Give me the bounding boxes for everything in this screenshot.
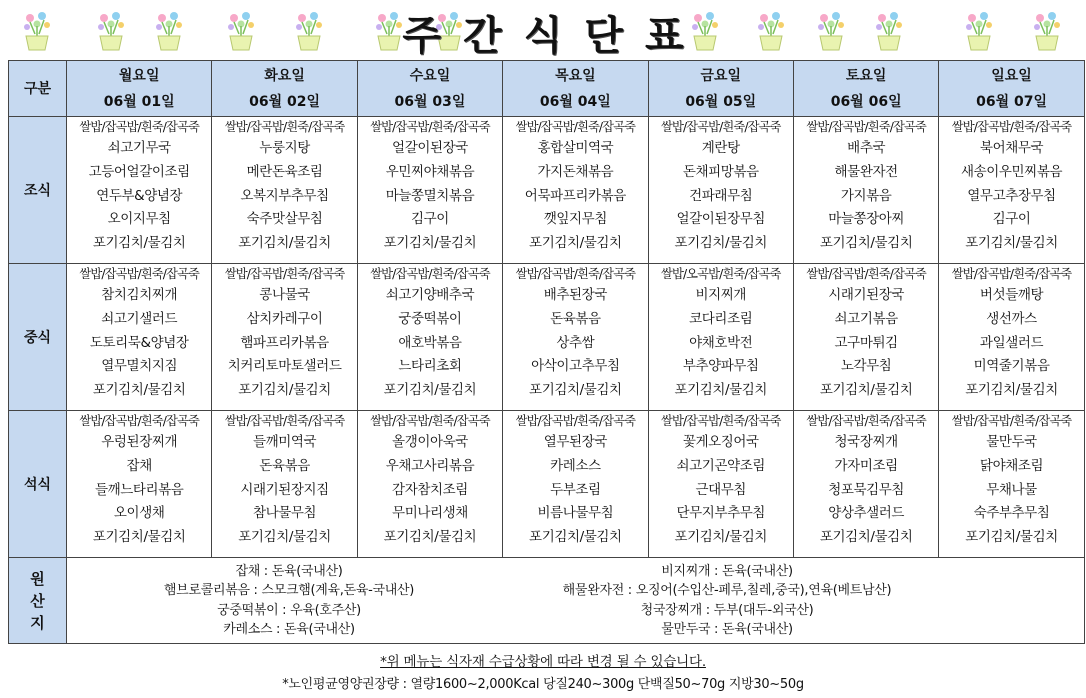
menu-item: 얼갈이된장국 xyxy=(392,140,468,156)
menu-item: 쌀밥/잡곡밥/흰죽/잡곡죽 xyxy=(951,414,1072,428)
day-name: 월요일 xyxy=(118,67,160,84)
meal-label: 조식 xyxy=(9,117,67,264)
menu-items xyxy=(503,411,647,557)
menu-item: 오이지무침 xyxy=(107,211,171,228)
menu-cell xyxy=(212,264,357,411)
day-date: 06월 07일 xyxy=(976,93,1047,110)
menu-item: 쇠고기샐러드 xyxy=(101,310,178,327)
menu-item: 포기김치/물김치 xyxy=(238,382,331,399)
menu-item: 우채고사리볶음 xyxy=(385,457,475,474)
menu-item: 쌀밥/잡곡밥/흰죽/잡곡죽 xyxy=(79,267,199,281)
menu-item: 치커리토마토샐러드 xyxy=(227,358,342,375)
menu-cell xyxy=(939,411,1084,558)
menu-item: 쌀밥/잡곡밥/흰죽/잡곡죽 xyxy=(806,267,926,281)
day-name: 토요일 xyxy=(845,67,887,84)
menu-item: 쌀밥/잡곡밥/흰죽/잡곡죽 xyxy=(951,267,1072,281)
menu-item: 쇠고기볶음 xyxy=(834,310,898,327)
menu-item: 쇠고기곤약조림 xyxy=(676,457,765,474)
menu-item: 쌀밥/잡곡밥/흰죽/잡곡죽 xyxy=(79,414,199,428)
day-date: 06월 01일 xyxy=(103,93,175,110)
menu-item: 북어채무국 xyxy=(979,140,1044,156)
day-date: 06월 04일 xyxy=(539,93,611,110)
menu-cell xyxy=(67,117,212,264)
origin-label-char: 지 xyxy=(30,613,45,632)
menu-item: 비름나물무침 xyxy=(537,505,614,522)
menu-item: 돈육볶음 xyxy=(550,310,601,327)
menu-item: 포기김치/물김치 xyxy=(92,382,186,399)
menu-items xyxy=(503,264,647,410)
menu-item: 포기김치/물김치 xyxy=(529,235,622,252)
meal-row xyxy=(9,264,1085,411)
menu-item: 포기김치/물김치 xyxy=(383,382,477,399)
menu-item: 애호박볶음 xyxy=(398,334,462,351)
menu-item: 부추양파무침 xyxy=(682,358,759,375)
menu-item: 근대무침 xyxy=(695,481,747,498)
menu-item: 노각무침 xyxy=(840,358,892,375)
meal-row xyxy=(9,117,1085,264)
menu-item: 포기김치/물김치 xyxy=(674,382,768,399)
menu-item: 포기김치/물김치 xyxy=(819,529,913,546)
menu-item: 잡채 xyxy=(126,457,152,474)
menu-item: 쌀밥/잡곡밥/흰죽/잡곡죽 xyxy=(370,414,490,428)
origin-label-char: 산 xyxy=(30,591,45,610)
menu-items xyxy=(939,117,1083,263)
origin-line: 비지찌개 : 돈육(국내산) xyxy=(661,563,793,579)
menu-cell xyxy=(939,264,1084,411)
origin-line: 카레소스 : 돈육(국내산) xyxy=(223,621,355,637)
menu-item: 아삭이고추무침 xyxy=(531,358,620,375)
origin-cell xyxy=(67,558,1085,644)
menu-items xyxy=(649,117,793,263)
menu-item: 쌀밥/잡곡밥/흰죽/잡곡죽 xyxy=(79,120,199,134)
menu-item: 김구이 xyxy=(411,211,449,228)
menu-item: 계란탕 xyxy=(701,140,740,156)
menu-item: 시래기된장지짐 xyxy=(240,481,329,498)
menu-item: 숙주부추무침 xyxy=(973,505,1050,522)
menu-cell xyxy=(357,264,502,411)
day-name: 화요일 xyxy=(264,67,305,84)
day-date: 06월 03일 xyxy=(394,93,466,110)
menu-cell xyxy=(793,264,938,411)
menu-item: 청포묵김무침 xyxy=(828,481,905,498)
menu-items xyxy=(67,264,211,410)
menu-item: 궁중떡볶이 xyxy=(398,310,462,327)
origin-columns xyxy=(71,562,1080,640)
menu-item: 포기김치/물김치 xyxy=(965,382,1058,399)
menu-item: 포기김치/물김치 xyxy=(383,529,477,546)
menu-cell xyxy=(503,117,648,264)
menu-cell xyxy=(793,411,938,558)
menu-cell xyxy=(503,411,648,558)
menu-items xyxy=(794,411,938,557)
day-header xyxy=(939,61,1084,117)
menu-item: 가자미조림 xyxy=(834,457,898,474)
menu-item: 포기김치/물김치 xyxy=(674,235,768,252)
menu-item: 포기김치/물김치 xyxy=(819,235,913,252)
menu-item: 연두부&양념장 xyxy=(96,187,183,204)
menu-cell xyxy=(939,117,1084,264)
menu-item: 두부조림 xyxy=(550,481,601,498)
menu-item: 느타리초회 xyxy=(398,358,462,375)
menu-item: 비지찌개 xyxy=(695,287,747,303)
menu-item: 과일샐러드 xyxy=(979,334,1044,351)
menu-items xyxy=(649,411,793,557)
menu-item: 돈채피망볶음 xyxy=(682,163,759,180)
menu-item: 무채나물 xyxy=(986,481,1037,498)
menu-item: 고구마튀김 xyxy=(834,334,898,351)
menu-item: 새송이우민찌볶음 xyxy=(960,163,1063,180)
menu-item: 열무멸치지짐 xyxy=(101,358,178,375)
menu-item: 가지돈채볶음 xyxy=(537,163,614,180)
menu-item: 숙주맛살무침 xyxy=(246,211,323,228)
menu-item: 마늘쫑장아찌 xyxy=(828,211,905,228)
day-header xyxy=(67,61,212,117)
origin-line: 청국장찌개 : 두부(대두-외국산) xyxy=(640,602,814,618)
menu-item: 돈육볶음 xyxy=(259,457,310,474)
day-date: 06월 02일 xyxy=(249,93,321,110)
menu-items xyxy=(212,117,356,263)
menu-item: 쌀밥/오곡밥/흰죽/잡곡죽 xyxy=(660,267,781,281)
menu-item: 열무된장국 xyxy=(543,434,607,450)
menu-cell xyxy=(212,411,357,558)
menu-item: 상추쌈 xyxy=(556,334,595,351)
origin-label xyxy=(9,558,67,644)
menu-item: 쇠고기양배추국 xyxy=(385,287,475,303)
menu-item: 삼치카레구이 xyxy=(246,310,323,327)
menu-cell xyxy=(357,117,502,264)
menu-item: 햄파프리카볶음 xyxy=(240,334,329,351)
menu-cell xyxy=(793,117,938,264)
menu-cell xyxy=(648,117,793,264)
menu-item: 포기김치/물김치 xyxy=(819,382,913,399)
day-header xyxy=(648,61,793,117)
origin-line: 잡채 : 돈육(국내산) xyxy=(235,563,343,579)
menu-item: 쌀밥/잡곡밥/흰죽/잡곡죽 xyxy=(806,414,926,428)
day-header xyxy=(793,61,938,117)
menu-item: 쌀밥/잡곡밥/흰죽/잡곡죽 xyxy=(224,267,345,281)
menu-item: 무미나리생채 xyxy=(392,505,468,522)
menu-item: 배추된장국 xyxy=(543,287,607,303)
menu-item: 단무지부추무침 xyxy=(676,505,765,522)
menu-item: 양상추샐러드 xyxy=(828,505,905,522)
menu-item: 올갱이아욱국 xyxy=(392,434,468,450)
origin-right-column xyxy=(507,562,947,640)
menu-item: 건파래무침 xyxy=(689,187,753,204)
menu-item: 어묵파프리카볶음 xyxy=(524,187,626,204)
menu-item: 쌀밥/잡곡밥/흰죽/잡곡죽 xyxy=(224,120,345,134)
day-name: 일요일 xyxy=(991,67,1032,84)
menu-item: 고등어얼갈이조림 xyxy=(88,163,190,180)
menu-item: 포기김치/물김치 xyxy=(965,235,1058,252)
menu-cell xyxy=(357,411,502,558)
meal-row xyxy=(9,411,1085,558)
menu-item: 포기김치/물김치 xyxy=(238,235,331,252)
menu-item: 생선까스 xyxy=(986,310,1037,327)
day-header xyxy=(503,61,648,117)
menu-item: 시래기된장국 xyxy=(828,287,905,303)
menu-items xyxy=(649,264,793,410)
menu-items xyxy=(358,117,502,263)
menu-item: 포기김치/물김치 xyxy=(674,529,768,546)
menu-item: 쌀밥/잡곡밥/흰죽/잡곡죽 xyxy=(660,120,781,134)
menu-item: 깻잎지무침 xyxy=(543,211,607,228)
menu-item: 도토리묵&양념장 xyxy=(89,334,189,351)
menu-item: 해물완자전 xyxy=(834,163,898,180)
menu-items xyxy=(358,264,502,410)
menu-item: 오복지부추무침 xyxy=(240,187,329,204)
menu-cell xyxy=(648,411,793,558)
menu-item: 포기김치/물김치 xyxy=(529,529,622,546)
menu-item: 감자참치조림 xyxy=(392,481,468,498)
menu-item: 우렁된장찌개 xyxy=(101,434,178,450)
day-name: 목요일 xyxy=(555,67,596,84)
menu-item: 포기김치/물김치 xyxy=(383,235,477,252)
day-header xyxy=(212,61,357,117)
menu-item: 버섯들깨탕 xyxy=(979,287,1044,303)
menu-item: 쌀밥/잡곡밥/흰죽/잡곡죽 xyxy=(370,267,490,281)
origin-left-column xyxy=(71,562,507,640)
menu-item: 참나물무침 xyxy=(252,505,317,522)
menu-items xyxy=(794,264,938,410)
day-header-row xyxy=(9,61,1085,117)
menu-item: 포기김치/물김치 xyxy=(92,235,186,252)
page-header xyxy=(0,0,1086,58)
origin-label-char: 원 xyxy=(30,569,45,588)
menu-items xyxy=(212,264,356,410)
menu-item: 쌀밥/잡곡밥/흰죽/잡곡죽 xyxy=(660,414,781,428)
nutrition-guideline: *노인평균영양권장량 : 열량1600~2,000Kcal 당질240~300g 단백질50~70g 지방30~50g xyxy=(282,677,804,692)
menu-item: 닭야채조림 xyxy=(979,457,1044,474)
menu-item: 포기김치/물김치 xyxy=(529,382,622,399)
menu-items xyxy=(794,117,938,263)
menu-item: 야채호박전 xyxy=(689,334,753,351)
menu-item: 메란돈육조림 xyxy=(246,163,323,180)
menu-item: 배추국 xyxy=(847,140,886,156)
menu-item: 들깨느타리볶음 xyxy=(94,481,184,498)
menu-item: 홍합살미역국 xyxy=(537,140,614,156)
menu-item: 들깨미역국 xyxy=(252,434,317,450)
origin-row xyxy=(9,558,1085,644)
origin-line: 햄브로콜리볶음 : 스모크햄(계육,돈육-국내산) xyxy=(163,583,415,599)
meal-label: 석식 xyxy=(9,411,67,558)
menu-item: 포기김치/물김치 xyxy=(92,529,186,546)
change-notice: *위 메뉴는 식자재 수급상황에 따라 변경 될 수 있습니다. xyxy=(380,654,706,670)
menu-items xyxy=(67,411,211,557)
menu-item: 쌀밥/잡곡밥/흰죽/잡곡죽 xyxy=(806,120,926,134)
menu-cell xyxy=(67,264,212,411)
menu-cell xyxy=(648,264,793,411)
menu-cell xyxy=(503,264,648,411)
menu-item: 카레소스 xyxy=(550,457,601,474)
menu-item: 쌀밥/잡곡밥/흰죽/잡곡죽 xyxy=(951,120,1072,134)
menu-item: 코다리조림 xyxy=(689,310,753,327)
corner-label: 구분 xyxy=(9,61,67,117)
day-header xyxy=(357,61,502,117)
menu-item: 미역줄기볶음 xyxy=(973,358,1050,375)
menu-cell xyxy=(67,411,212,558)
menu-item: 참치김치찌개 xyxy=(101,287,178,303)
weekly-menu-table xyxy=(8,60,1085,644)
origin-line: 물만두국 : 돈육(국내산) xyxy=(661,621,793,637)
menu-item: 쌀밥/잡곡밥/흰죽/잡곡죽 xyxy=(515,120,636,134)
origin-line: 궁중떡볶이 : 우육(호주산) xyxy=(217,602,361,618)
day-name: 금요일 xyxy=(700,67,742,84)
menu-item: 포기김치/물김치 xyxy=(238,529,331,546)
menu-items xyxy=(939,411,1083,557)
menu-item: 쌀밥/잡곡밥/흰죽/잡곡죽 xyxy=(370,120,490,134)
menu-item: 꽃게오징어국 xyxy=(682,434,759,450)
menu-cell xyxy=(212,117,357,264)
origin-line: 해물완자전 : 오징어(수입산-페루,칠레,중국),연육(베트남산) xyxy=(562,583,892,599)
menu-item: 오이생채 xyxy=(113,505,165,522)
page-title: 주간식단표 xyxy=(402,13,706,59)
menu-item: 우민찌야채볶음 xyxy=(385,163,475,180)
menu-item: 물만두국 xyxy=(986,434,1037,450)
day-name: 수요일 xyxy=(409,67,451,84)
menu-item: 열무고추장무침 xyxy=(967,187,1056,204)
menu-item: 쌀밥/잡곡밥/흰죽/잡곡죽 xyxy=(515,414,636,428)
menu-items xyxy=(939,264,1083,410)
menu-item: 콩나물국 xyxy=(259,287,310,303)
menu-item: 포기김치/물김치 xyxy=(965,529,1058,546)
menu-item: 쇠고기무국 xyxy=(107,140,171,156)
menu-item: 쌀밥/잡곡밥/흰죽/잡곡죽 xyxy=(515,267,636,281)
meal-label: 중식 xyxy=(9,264,67,411)
menu-items xyxy=(503,117,647,263)
menu-items xyxy=(212,411,356,557)
menu-item: 청국장찌개 xyxy=(834,434,898,450)
menu-item: 가지볶음 xyxy=(840,187,892,204)
day-date: 06월 05일 xyxy=(685,93,757,110)
menu-items xyxy=(67,117,211,263)
menu-item: 얼갈이된장무침 xyxy=(676,211,765,228)
menu-item: 김구이 xyxy=(992,211,1031,228)
menu-items xyxy=(358,411,502,557)
menu-item: 마늘쫑멸치볶음 xyxy=(385,187,475,204)
day-date: 06월 06일 xyxy=(830,93,902,110)
menu-item: 쌀밥/잡곡밥/흰죽/잡곡죽 xyxy=(224,414,345,428)
menu-item: 누룽지탕 xyxy=(259,140,310,156)
